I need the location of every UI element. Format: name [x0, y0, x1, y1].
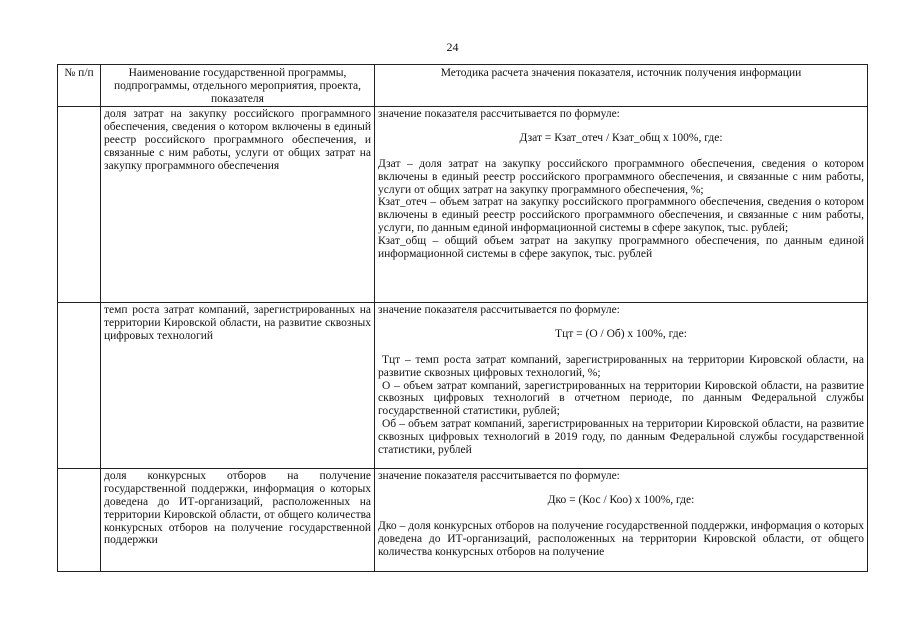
page-number: 24	[446, 40, 459, 54]
indicator-table	[57, 64, 868, 572]
method-intro: значение показателя рассчитывается по формуле:	[378, 470, 620, 483]
row-num	[58, 107, 101, 303]
table-row	[58, 303, 868, 469]
method-definition: Кзат_общ – общий объем затрат на закупку программного обеспечения, по данным единой информационной системы в сфере закупок, тыс. рублей	[378, 234, 864, 260]
method-cell	[375, 303, 868, 469]
method-formula: Дко = (Кос / Коо) х 100%, где:	[547, 494, 695, 507]
method-definition: Дко – доля конкурсных отборов на получение государственной поддержки, информация о которых доведена до ИТ-организаций, расположенных на территории Кировской области, от общего количества конкурсных отборов на получение	[378, 519, 864, 558]
method-definition: Дзат – доля затрат на закупку российского программного обеспечения, сведения о котором включены в единый реестр российского программного обеспечения, и связанные с ним работы, услуги от общих затрат на закупку программного обеспечения, %;	[378, 157, 864, 196]
header-num: № п/п	[58, 65, 101, 107]
table-header-row	[58, 65, 868, 107]
method-cell	[375, 469, 868, 572]
row-num	[58, 303, 101, 469]
method-formula: Дзат = Кзат_отеч / Кзат_общ х 100%, где:	[519, 132, 723, 145]
method-definition: О – объем затрат компаний, зарегистрированных на территории Кировской области, на развитие сквозных цифровых технологий в отчетном периоде, по данным Федеральной службы государственной статистики, рублей;	[378, 379, 864, 418]
method-definition: Кзат_отеч – объем затрат на закупку российского программного обеспечения, сведения о котором включены в единый реестр российского программного обеспечения, и связанные с ним работы, услуги, по данным единой информационной системы в сфере закупок, тыс. рублей;	[378, 196, 864, 234]
method-definition: Об – объем затрат компаний, зарегистрированных на территории Кировской области, на развитие сквозных цифровых технологий в 2019 году, по данным Федеральной службы государственной статистики, рублей	[378, 417, 864, 456]
indicator-name: темп роста затрат компаний, зарегистрированных на территории Кировской области, на развитие сквозных цифровых технологий	[101, 303, 375, 469]
table-row	[58, 469, 868, 572]
method-cell	[375, 107, 868, 303]
header-name: Наименование государственной программы, подпрограммы, отдельного мероприятия, проекта, показателя	[101, 65, 375, 107]
method-intro: значение показателя рассчитывается по формуле:	[378, 108, 620, 121]
method-intro: значение показателя рассчитывается по формуле:	[378, 304, 620, 317]
method-formula: Тцт = (О / Об) х 100%, где:	[555, 328, 687, 341]
row-num	[58, 469, 101, 572]
table-row	[58, 107, 868, 303]
indicator-name: доля конкурсных отборов на получение государственной поддержки, информация о которых доведена до ИТ-организаций, расположенных на территории Кировской области, от общего количества конкурсных отборов на получение государственной поддержки	[101, 469, 375, 572]
indicator-name: доля затрат на закупку российского программного обеспечения, сведения о котором включены в единый реестр российского программного обеспечения, и связанные с ним работы, услуги от общих затрат на закупку программного обеспечения	[101, 107, 375, 303]
method-definition: Тцт – темп роста затрат компаний, зарегистрированных на территории Кировской области, на развитие сквозных цифровых технологий, %;	[378, 353, 864, 379]
header-method: Методика расчета значения показателя, источник получения информации	[375, 65, 868, 107]
